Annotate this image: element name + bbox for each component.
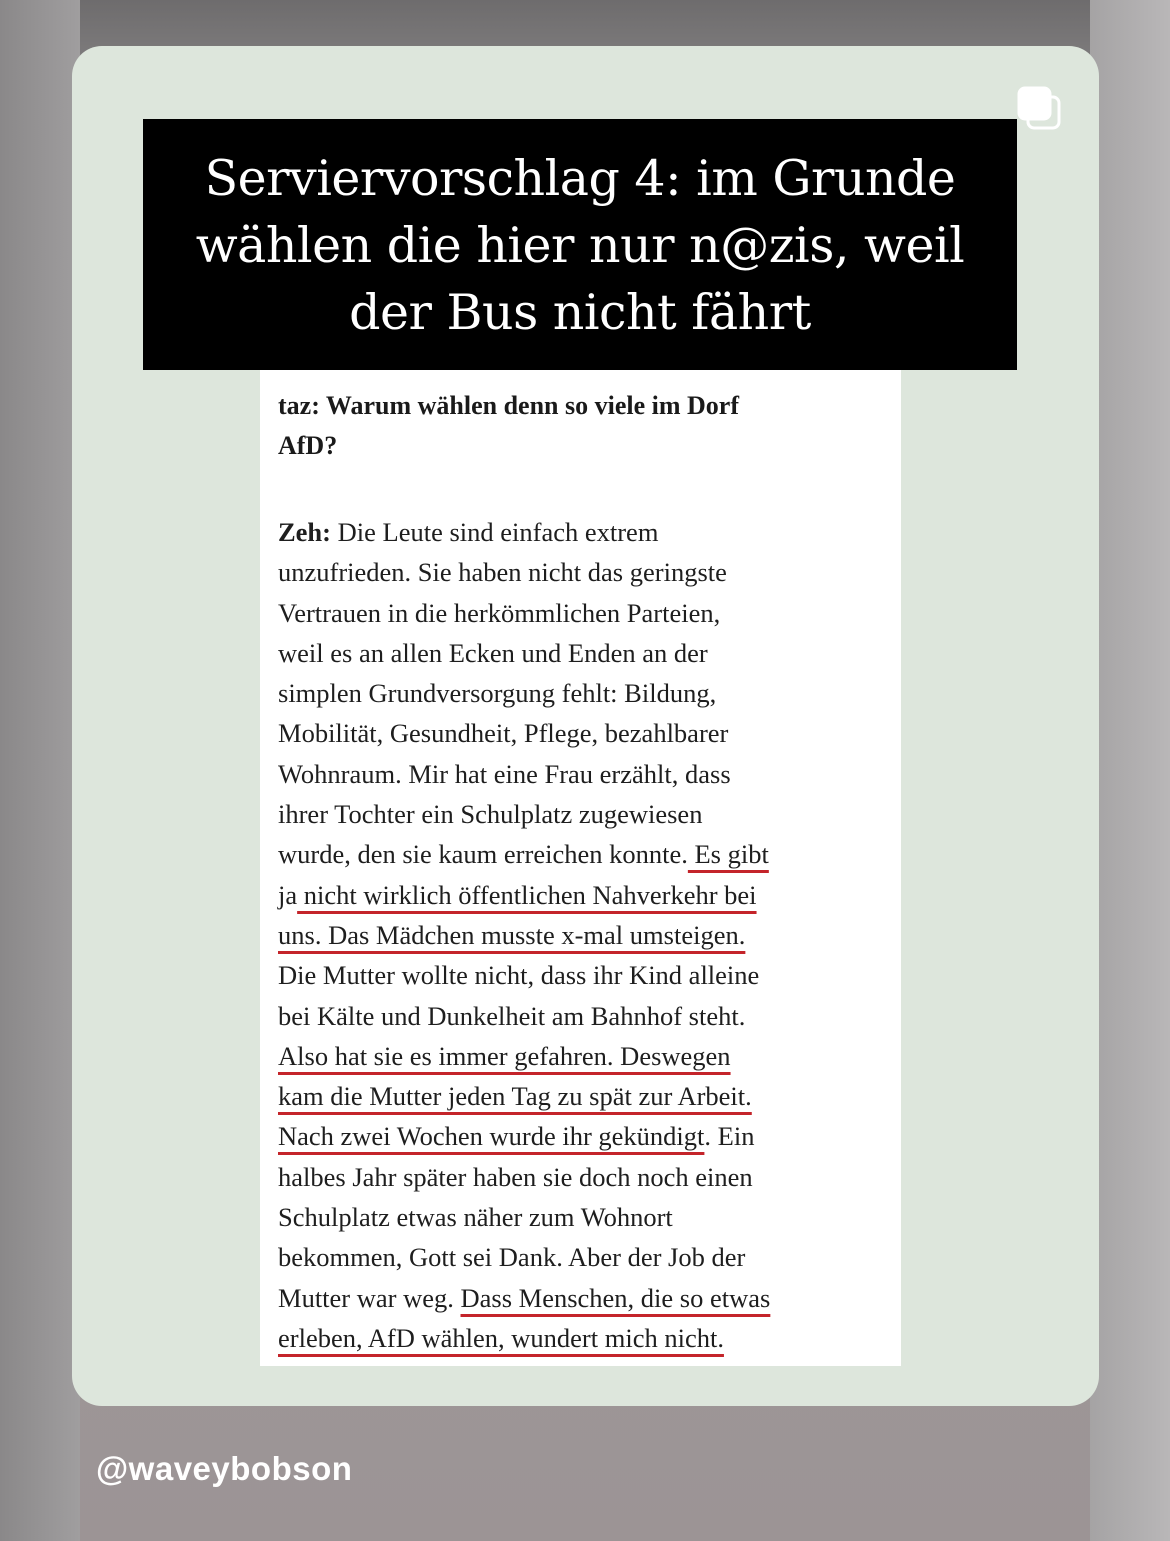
answer-text: . Ein	[704, 1121, 755, 1152]
highlighted-text: Dass Menschen, die so etwas	[460, 1282, 771, 1313]
answer-line	[278, 1116, 898, 1156]
answer-line	[278, 834, 898, 874]
answer-line	[278, 1076, 898, 1116]
article-excerpt	[260, 370, 901, 1366]
answer-line	[278, 512, 898, 552]
answer-line: Mobilität, Gesundheit, Pflege, bezahlbarer	[278, 718, 729, 749]
question-line: taz: Warum wählen denn so viele im Dorf	[278, 391, 739, 420]
highlighted-text: Also hat sie es immer gefahren. Deswegen	[278, 1040, 731, 1071]
answer-text: wurde, den sie kaum erreichen konnte.	[278, 839, 688, 870]
answer-line	[278, 1318, 898, 1358]
answer-line: unzufrieden. Sie haben nicht das geringste	[278, 557, 727, 588]
background-left	[0, 0, 80, 1541]
highlighted-text: kam die Mutter jeden Tag zu spät zur Arbeit.	[278, 1081, 752, 1112]
answer-line	[278, 915, 898, 955]
story-title-line: wählen die hier nur n@zis, weil	[195, 217, 965, 274]
answer-line: bei Kälte und Dunkelheit am Bahnhof steht.	[278, 1000, 746, 1031]
answer-line: Schulplatz etwas näher zum Wohnort	[278, 1202, 673, 1233]
question-line: AfD?	[278, 431, 338, 460]
answer-line: bekommen, Gott sei Dank. Aber der Job der	[278, 1242, 746, 1273]
copy-icon[interactable]	[1015, 84, 1063, 132]
story-title-line: der Bus nicht fährt	[349, 284, 811, 341]
username-handle[interactable]: @waveybobson	[96, 1450, 353, 1487]
answer-speaker: Zeh:	[278, 517, 331, 547]
interview-question	[278, 386, 878, 466]
answer-line: weil es an allen Ecken und Enden an der	[278, 637, 708, 668]
highlighted-text: nicht wirklich öffentlichen Nahverkehr bei	[297, 879, 757, 910]
answer-line: ihrer Tochter ein Schulplatz zugewiesen	[278, 799, 703, 830]
answer-line: Wohnraum. Mir hat eine Frau erzählt, dass	[278, 758, 731, 789]
answer-line: Vertrauen in die herkömmlichen Parteien,	[278, 597, 721, 628]
answer-line	[278, 1036, 898, 1076]
highlighted-text: Es gibt	[687, 839, 769, 870]
answer-line: Die Mutter wollte nicht, dass ihr Kind alleine	[278, 960, 760, 991]
answer-line	[278, 875, 898, 915]
answer-line: halbes Jahr später haben sie doch noch einen	[278, 1161, 753, 1192]
story-title-line: Serviervorschlag 4: im Grunde	[204, 150, 956, 207]
story-title-box	[143, 119, 1017, 370]
background-right	[1090, 0, 1170, 1541]
answer-line: simplen Grundversorgung fehlt: Bildung,	[278, 678, 717, 709]
answer-text: Die Leute sind einfach extrem	[331, 517, 659, 547]
answer-line	[278, 1278, 898, 1318]
highlighted-text: Nach zwei Wochen wurde ihr gekündigt	[278, 1121, 705, 1152]
highlighted-text: erleben, AfD wählen, wundert mich nicht.	[278, 1322, 724, 1353]
answer-text: Mutter war weg.	[278, 1282, 461, 1313]
answer-text: ja	[278, 879, 298, 910]
interview-answer	[278, 512, 898, 1358]
highlighted-text: uns. Das Mädchen musste x-mal umsteigen.	[278, 919, 746, 950]
